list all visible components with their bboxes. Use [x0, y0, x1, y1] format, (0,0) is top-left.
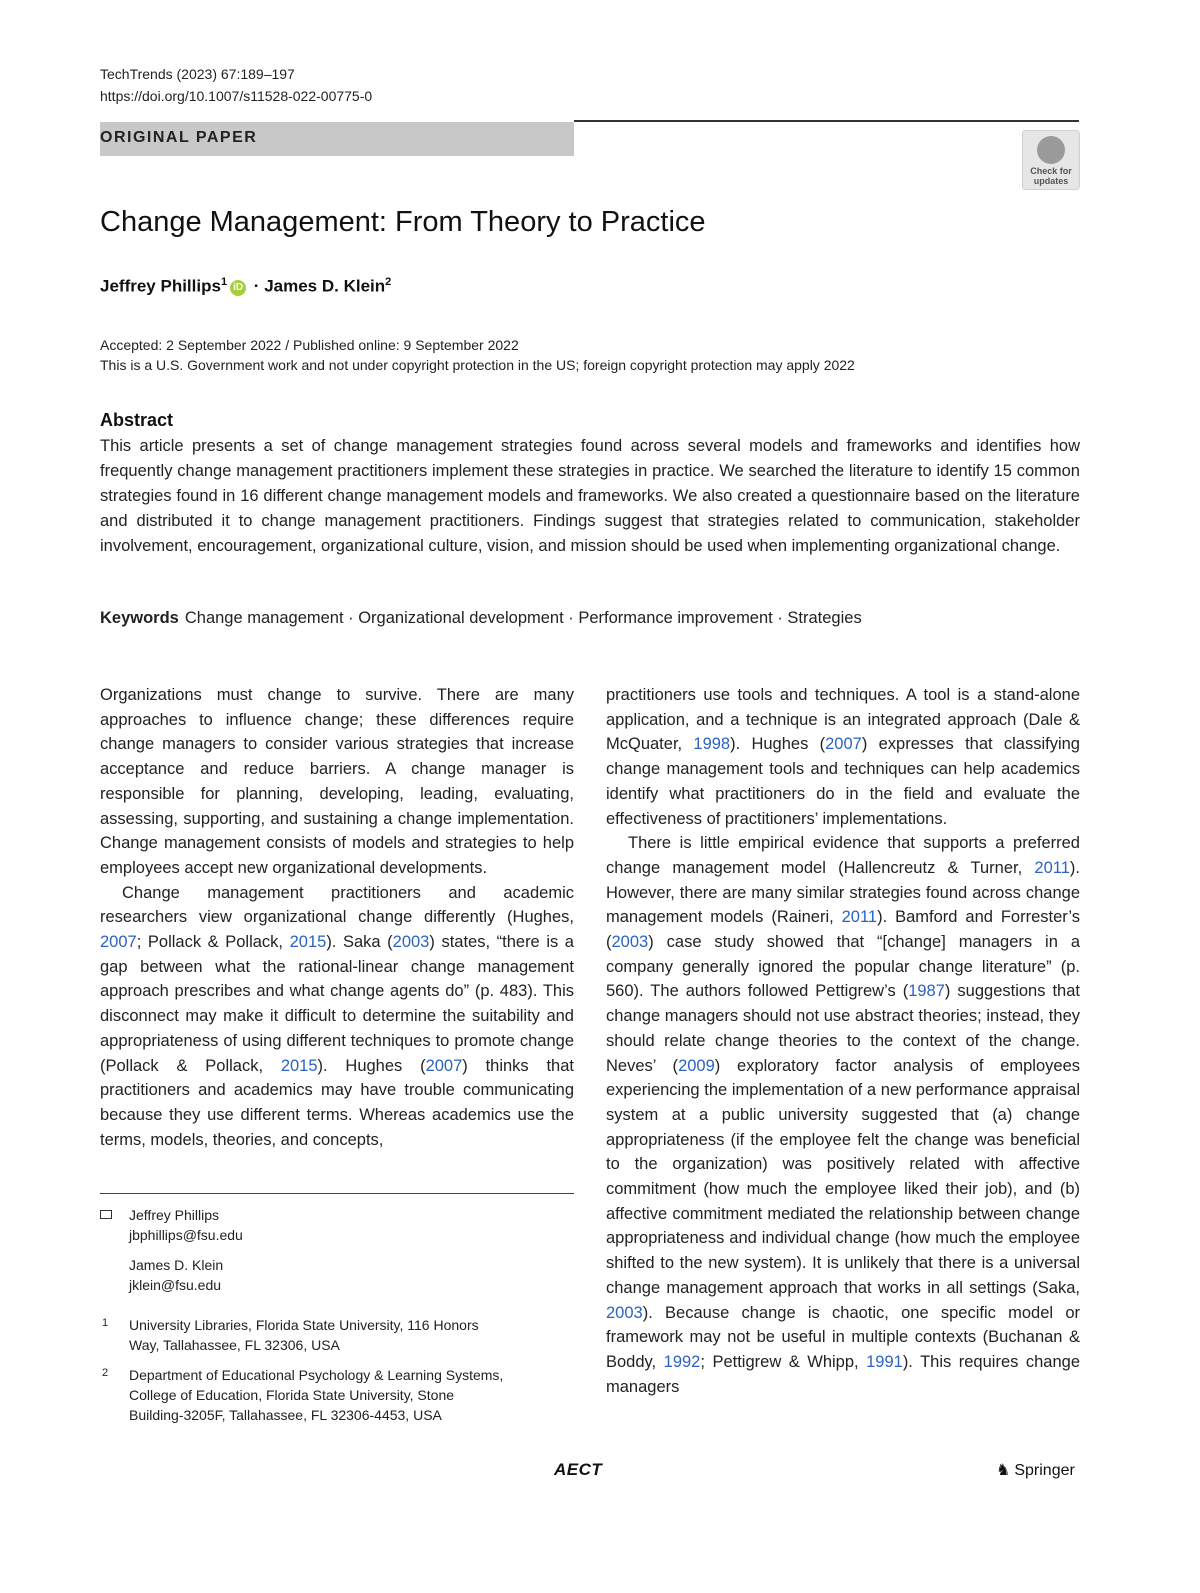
springer-horse-icon: ♞ [996, 1462, 1011, 1479]
abstract-text: This article presents a set of change management strategies found across several models and frameworks and identifies how frequently change management practitioners implement these strategies in practice. We searched the literature to identify 15 common strategies found in 16 different change management models and frameworks. We also created a questionnaire based on the literature and distributed it to change management practitioners. Findings suggest that strategies related to communication, stakeholder involvement, encouragement, organizational culture, vision, and mission should be used when implementing organizational change. [100, 437, 1080, 555]
text-run: ) thinks that practitioners and academics may have trouble communicating because they use different terms. Whereas academics use the terms, models, theories, and concepts, [100, 1056, 574, 1149]
footnote-rule [100, 1193, 574, 1194]
affiliation-number: 1 [102, 1317, 109, 1329]
keywords-list: Change management · Organizational development · Performance improvement · Strategies [184, 609, 862, 627]
affiliation-line: Department of Educational Psychology & Learning Systems, [129, 1367, 504, 1383]
contact-name: Jeffrey Phillips [129, 1207, 220, 1223]
text-run: ). Because change is chaotic, one specific model or framework may not be useful in multiple contexts (Buchanan & Boddy, [606, 1303, 1080, 1371]
citation-link[interactable]: 2011 [841, 908, 878, 927]
badge-line-1: Check for [1030, 166, 1072, 176]
text-run: ). Bamford and Forrester’s ( [606, 908, 1080, 952]
citation-link[interactable]: 2015 [289, 933, 327, 952]
citation-link[interactable]: 2007 [825, 735, 862, 754]
affiliation-number: 2 [102, 1367, 109, 1379]
copyright-notice: This is a U.S. Government work and not under copyright protection in the US; foreign copyright protection may apply 2022 [100, 357, 855, 373]
text-run: Change management practitioners and academic researchers view organizational change differently (Hughes, [100, 883, 574, 927]
citation-link[interactable]: 2011 [1034, 858, 1070, 877]
text-run: There is little empirical evidence that supports a preferred change management model (Hallencreutz & Turner, [606, 834, 1080, 877]
journal-citation: TechTrends (2023) 67:189–197 [100, 66, 295, 82]
text-run: ). Saka ( [326, 933, 393, 952]
publication-dates: Accepted: 2 September 2022 / Published online: 9 September 2022 [100, 337, 519, 353]
badge-line-2: updates [1033, 176, 1069, 186]
text-run: practitioners use tools and techniques. A tool is a stand-alone application, and a technique is an integrated approach (Dale & McQuater, [606, 686, 1080, 754]
text-run: ) states, “there is a gap between what the rational-linear change management approach prescribes and what change agents do” (p. 483). This disconnect may make it difficult to determine the suitability and appropriateness of using different techniques to promote change (Pollack & Pollack, [100, 933, 574, 1075]
keywords [100, 609, 1080, 628]
citation-link[interactable]: 2003 [392, 933, 430, 952]
doi-link[interactable]: https://doi.org/10.1007/s11528-022-00775-0 [100, 88, 373, 104]
affiliation-marker: 2 [385, 276, 392, 288]
springer-logo [996, 1460, 1075, 1480]
citation-link[interactable]: 2015 [280, 1056, 318, 1075]
citation-link[interactable]: 1998 [693, 735, 731, 754]
citation-link[interactable]: 1987 [908, 982, 945, 1001]
affiliation-line: College of Education, Florida State University, Stone [129, 1387, 455, 1403]
author-separator: · [253, 276, 260, 296]
affiliation [129, 1315, 479, 1355]
affiliation-line: Way, Tallahassee, FL 32306, USA [129, 1337, 340, 1353]
text-run: ). Hughes ( [730, 735, 826, 754]
header-rule [574, 120, 1079, 122]
text-run: ; Pettigrew & Whipp, [700, 1352, 867, 1371]
citation-link[interactable]: 2009 [678, 1056, 715, 1075]
affiliation [129, 1365, 503, 1425]
abstract-heading: Abstract [100, 410, 174, 430]
article-title: Change Management: From Theory to Practice [100, 206, 706, 238]
contact-email[interactable]: jklein@fsu.edu [129, 1277, 222, 1293]
update-check-icon [1037, 136, 1065, 164]
check-for-updates-badge[interactable] [1022, 130, 1080, 190]
text-run: ; Pollack & Pollack, [136, 933, 290, 952]
affiliation-line: Building-3205F, Tallahassee, FL 32306-4453, USA [129, 1407, 442, 1423]
citation-link[interactable]: 2003 [606, 1303, 643, 1322]
publisher-name: Springer [1014, 1462, 1075, 1479]
affiliation-marker: 1 [220, 276, 228, 288]
body-paragraph [606, 831, 1080, 1399]
body-paragraph: Organizations must change to survive. There are many approaches to influence change; these differences require change managers to consider various strategies that increase acceptance and reduce barriers. A change manager is responsible for planning, developing, leading, evaluating, assessing, supporting, and sustaining a change implementation. Change management consists of models and strategies to help employees accept new organizational developments. [100, 686, 574, 877]
text-run: ). Hughes ( [317, 1056, 426, 1075]
aect-logo: AECT [554, 1460, 603, 1479]
citation-link[interactable]: 2007 [425, 1056, 463, 1075]
text-run: ) exploratory factor analysis of employees experiencing the implementation of a new performance appraisal system at a public university suggested that (a) change appropriateness (if the employee felt the change was beneficial to the organization) was positively related with affective commitment (how much the employee liked their job), and (b) affective commitment mediated the relationship between change appropriateness and individual change (how much the employee shifted to the new system). It is unlikely that there is a universal change management approach that works in all settings (Saka, [606, 1056, 1081, 1297]
corresponding-author [129, 1205, 243, 1295]
body-column-right [606, 683, 1080, 1399]
text-run: ). However, there are many similar strategies found across change management models (Raineri, [606, 858, 1080, 927]
text-run: ). This requires change managers [606, 1352, 1081, 1396]
author-line [100, 276, 391, 297]
body-paragraph [100, 881, 574, 1153]
citation-link[interactable]: 1991 [866, 1352, 903, 1371]
body-column-left [100, 683, 574, 1152]
citation-link[interactable]: 1992 [663, 1352, 701, 1371]
citation-link[interactable]: 2007 [100, 933, 137, 952]
section-label: ORIGINAL PAPER [100, 129, 258, 146]
text-run: ) suggestions that change managers should not use abstract theories; instead, they should relate change theories to the context of the change. Neves’ ( [606, 982, 1080, 1075]
envelope-icon [100, 1210, 112, 1219]
contact-email[interactable]: jbphillips@fsu.edu [129, 1227, 243, 1243]
orcid-icon[interactable]: iD [230, 280, 246, 296]
contact-name: James D. Klein [129, 1257, 224, 1273]
affiliation-line: University Libraries, Florida State University, 116 Honors [129, 1317, 479, 1333]
text-run: ) case study showed that “[change] managers in a company generally ignored the popular change literature” (p. 560). The authors followed Pettigrew’s ( [606, 933, 1080, 1001]
citation-link[interactable]: 2003 [611, 933, 649, 952]
body-paragraph [606, 683, 1080, 831]
text-run: ) expresses that classifying change management tools and techniques can help academics identify what practitioners do in the field and evaluate the effectiveness of practitioners’ implementations. [606, 735, 1080, 828]
author-name: James D. Klein [264, 276, 386, 296]
author-name: Jeffrey Phillips [100, 276, 221, 296]
keywords-label: Keywords [100, 609, 179, 627]
